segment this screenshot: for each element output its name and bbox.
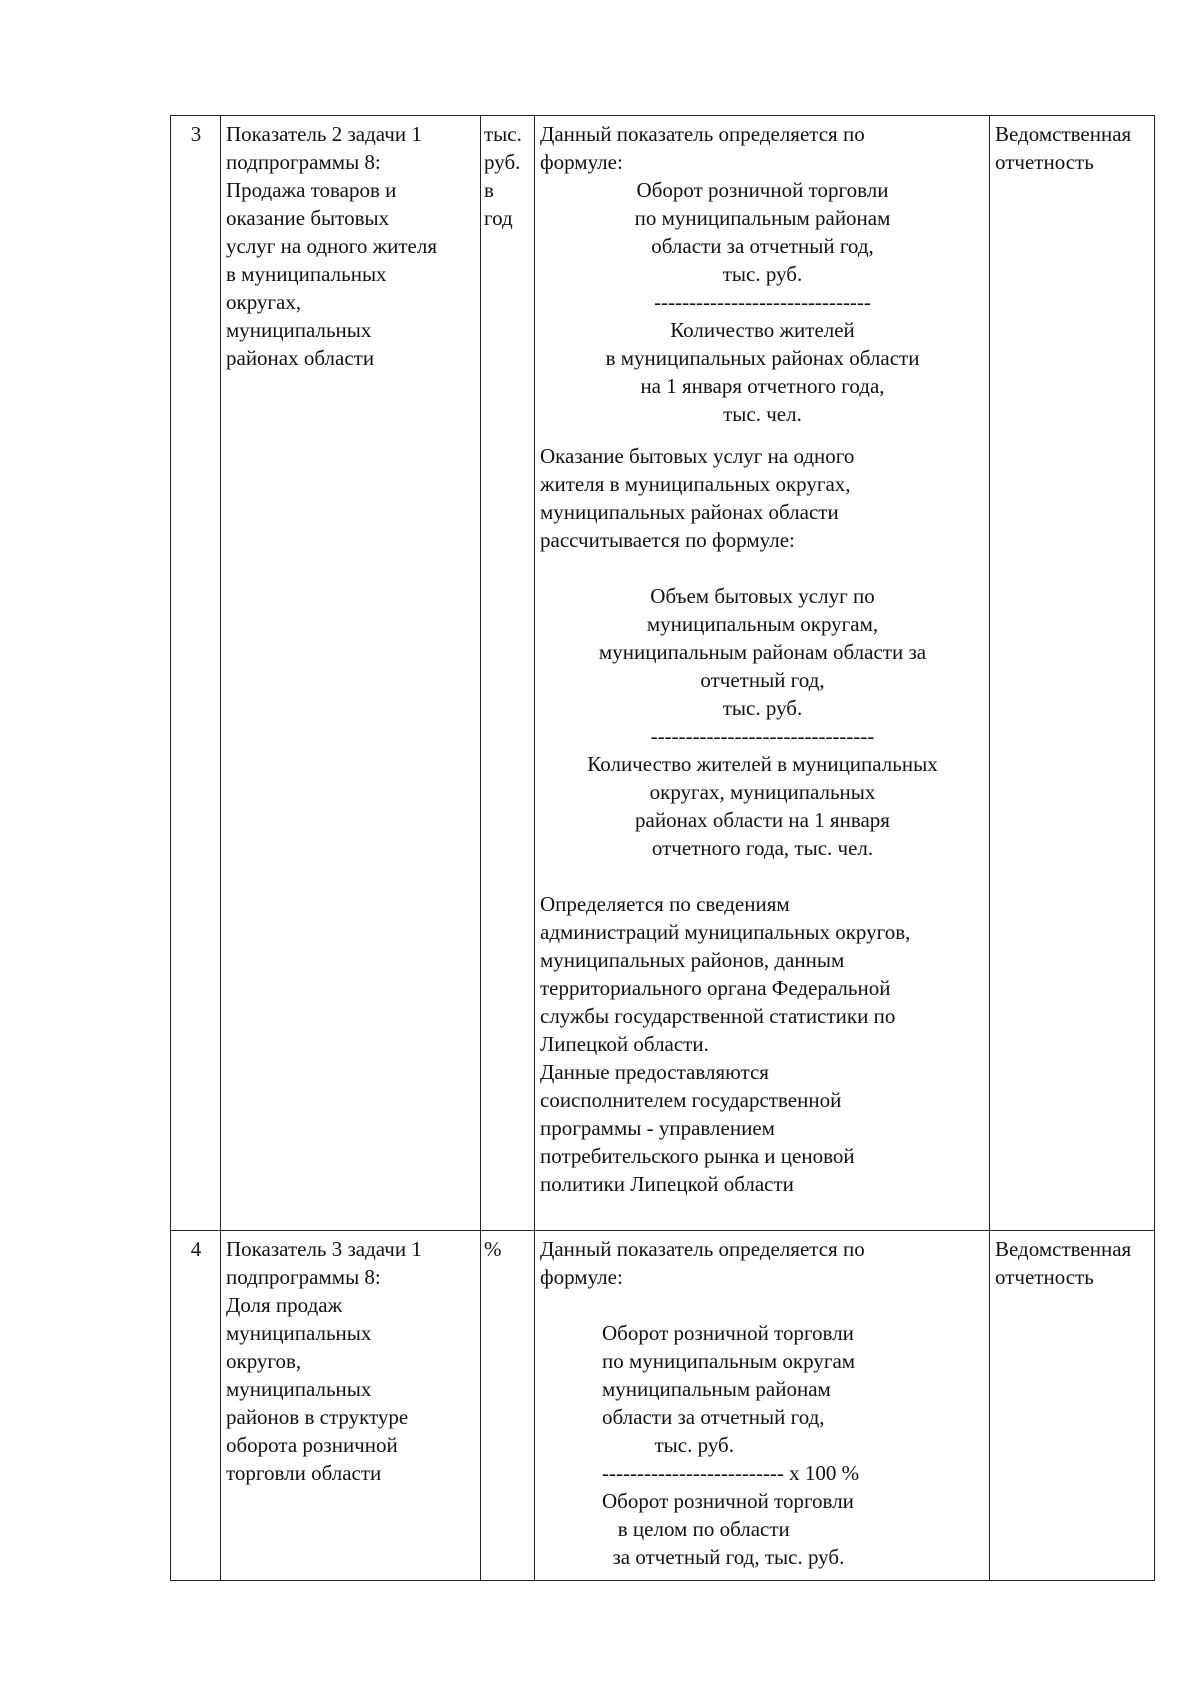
formula-numerator-line: муниципальным районам — [602, 1377, 831, 1401]
text-line: Показатель 2 задачи 1 — [226, 122, 422, 146]
formula-denominator-line: в целом по области — [602, 1517, 790, 1541]
text-line: отчетность — [995, 150, 1094, 174]
formula-numerator-line: тыс. руб. — [722, 696, 803, 720]
text-line: муниципальных районах области — [540, 500, 839, 524]
formula-denominator-line: отчетного года, тыс. чел. — [651, 836, 874, 860]
text-line: формуле: — [540, 150, 623, 174]
text-line: Доля продаж — [226, 1293, 343, 1317]
text-line: районах области — [226, 346, 375, 370]
text-line: тыс. — [484, 122, 522, 146]
formula-numerator-line: Объем бытовых услуг по — [650, 584, 875, 608]
formula-1 — [540, 176, 985, 428]
calculation-method — [535, 116, 990, 1231]
formula-numerator-line: муниципальным округам, — [646, 612, 879, 636]
text-line: потребительского рынка и ценовой — [540, 1144, 855, 1168]
text-line: жителя в муниципальных округах, — [540, 472, 851, 496]
data-source — [990, 1231, 1155, 1581]
row-number: 4 — [171, 1231, 221, 1581]
formula-denominator-line: тыс. чел. — [723, 402, 802, 426]
text-line: соисполнителем государственной — [540, 1088, 842, 1112]
text-line: подпрограммы 8: — [226, 150, 381, 174]
text-line: округах, — [226, 290, 302, 314]
formula-numerator-line: отчетный год, — [700, 668, 825, 692]
text-line: муниципальных районов, данным — [540, 948, 845, 972]
formula-numerator-line: области за отчетный год, — [602, 1405, 825, 1429]
text-line: год — [484, 206, 513, 230]
text-line: программы - управлением — [540, 1116, 775, 1140]
text-line: округов, — [226, 1349, 302, 1373]
text-line: муниципальных — [226, 318, 372, 342]
formula-denominator-line: Оборот розничной торговли — [602, 1489, 854, 1513]
formula-denominator-line: районах области на 1 января — [635, 808, 890, 832]
text-line: % — [484, 1237, 502, 1261]
text-line: в — [484, 178, 494, 202]
formula-denominator-line: округах, муниципальных — [649, 780, 876, 804]
text-line: подпрограммы 8: — [226, 1265, 381, 1289]
text-line: Ведомственная — [995, 1237, 1132, 1261]
formula-numerator-line: муниципальным районам области за — [598, 640, 927, 664]
text-line: Липецкой области. — [540, 1032, 709, 1056]
formula-denominator-line: за отчетный год, тыс. руб. — [602, 1545, 845, 1569]
text-line: службы государственной статистики по — [540, 1004, 896, 1028]
text-line: в муниципальных — [226, 262, 387, 286]
data-source — [990, 116, 1155, 1231]
text-line: территориального органа Федеральной — [540, 976, 891, 1000]
text-line: Ведомственная — [995, 122, 1132, 146]
text-line: торговли области — [226, 1461, 382, 1485]
text-line: отчетность — [995, 1265, 1094, 1289]
text-line: Показатель 3 задачи 1 — [226, 1237, 422, 1261]
text-line: Данные предоставляются — [540, 1060, 769, 1084]
text-line: Продажа товаров и — [226, 178, 397, 202]
indicator-name — [221, 1231, 481, 1581]
text-line: политики Липецкой области — [540, 1172, 794, 1196]
text-line: Оказание бытовых услуг на одного — [540, 444, 855, 468]
text-line: оборота розничной — [226, 1433, 398, 1457]
text-line: руб. — [484, 150, 521, 174]
text-line: Определяется по сведениям — [540, 892, 790, 916]
indicator-table — [170, 115, 1155, 1581]
fraction-bar: -------------------------- х 100 % — [602, 1461, 860, 1485]
calculation-method — [535, 1231, 990, 1581]
fraction-bar: ------------------------------- — [654, 290, 871, 314]
formula-denominator-line: на 1 января отчетного года, — [640, 374, 885, 398]
formula-2 — [540, 582, 985, 862]
formula-denominator-line: Количество жителей — [670, 318, 855, 342]
formula-numerator-line: по муниципальным округам — [602, 1349, 856, 1373]
formula-3 — [540, 1319, 985, 1571]
text-line: оказание бытовых — [226, 206, 390, 230]
unit-of-measure — [481, 1231, 535, 1581]
unit-of-measure — [481, 116, 535, 1231]
text-line: Данный показатель определяется по — [540, 1237, 865, 1261]
indicator-name — [221, 116, 481, 1231]
text-line: муниципальных — [226, 1377, 372, 1401]
formula-denominator-line: Количество жителей в муниципальных — [587, 752, 938, 776]
table-row — [171, 1231, 1155, 1581]
fraction-bar: -------------------------------- — [650, 724, 875, 748]
row-number: 3 — [171, 116, 221, 1231]
formula-numerator-line: по муниципальным районам — [634, 206, 891, 230]
formula-denominator-line: в муниципальных районах области — [605, 346, 920, 370]
formula-numerator-line: области за отчетный год, — [651, 234, 874, 258]
formula-numerator-line: Оборот розничной торговли — [636, 178, 889, 202]
formula-numerator-line: Оборот розничной торговли — [602, 1321, 854, 1345]
text-line: формуле: — [540, 1265, 623, 1289]
text-line: районов в структуре — [226, 1405, 409, 1429]
text-line: рассчитывается по формуле: — [540, 528, 795, 552]
table-row — [171, 116, 1155, 1231]
text-line: администраций муниципальных округов, — [540, 920, 911, 944]
formula-numerator-line: тыс. руб. — [602, 1433, 734, 1457]
text-line: муниципальных — [226, 1321, 372, 1345]
text-line: услуг на одного жителя — [226, 234, 438, 258]
formula-numerator-line: тыс. руб. — [722, 262, 803, 286]
text-line: Данный показатель определяется по — [540, 122, 865, 146]
